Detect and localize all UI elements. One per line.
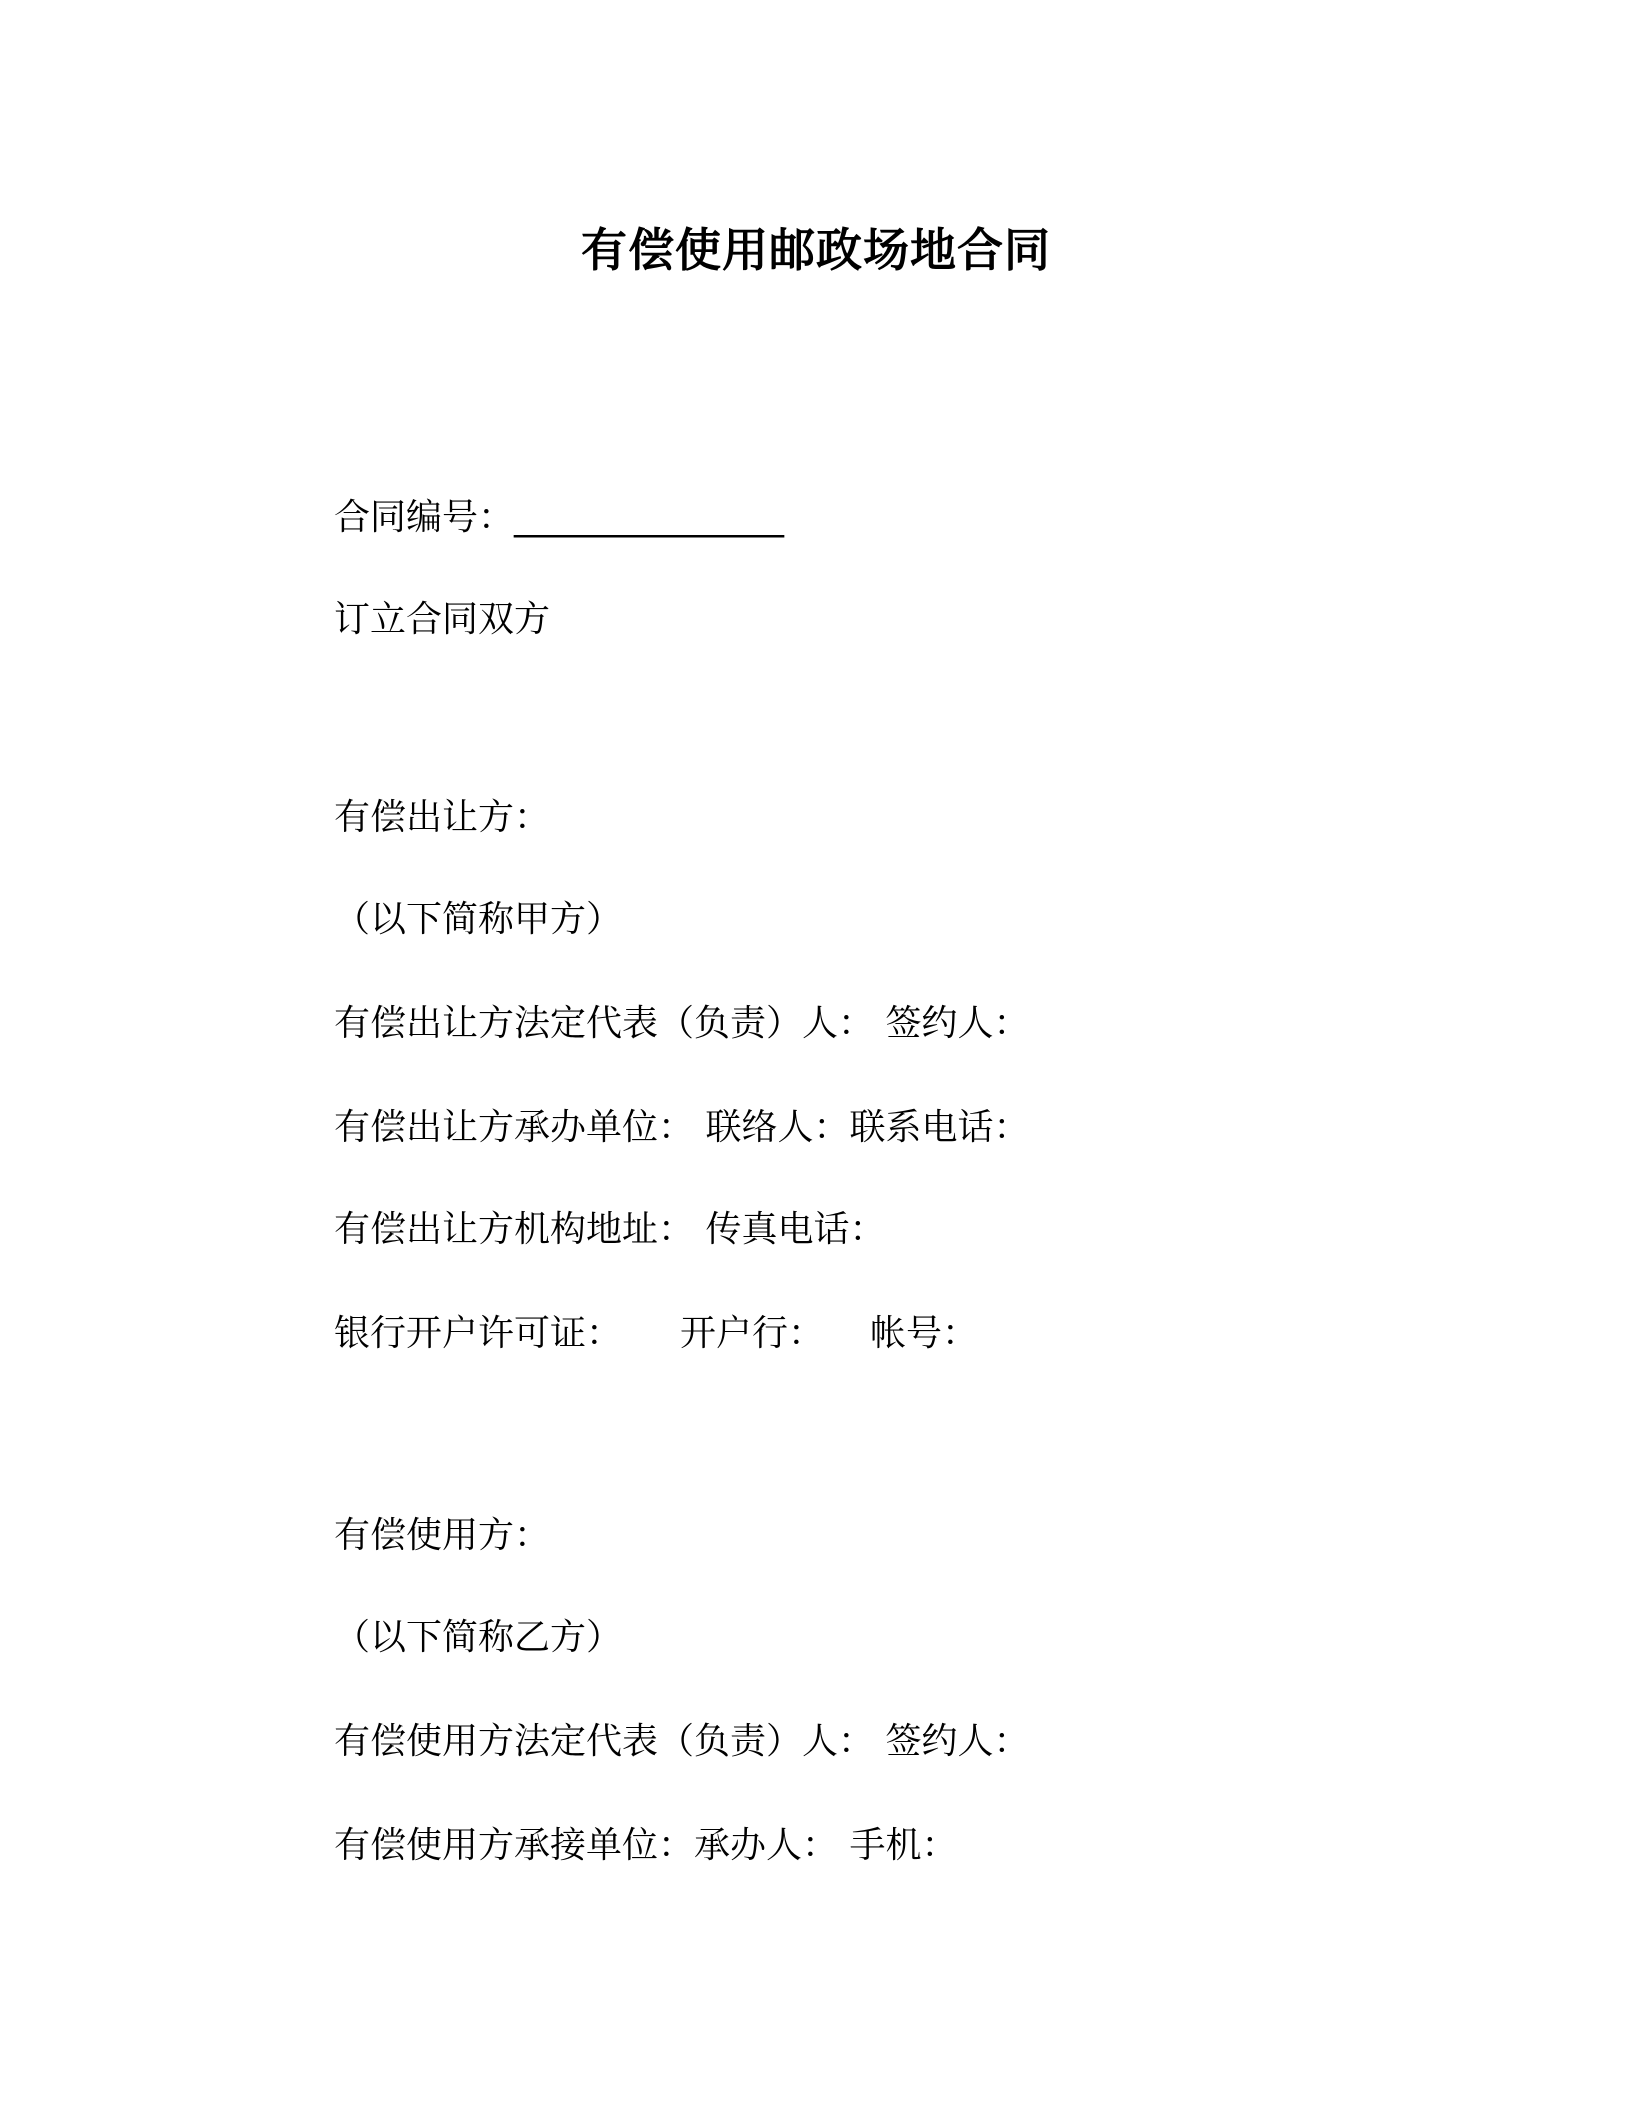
party-a-name-label: 有偿出让方：: [334, 797, 551, 838]
party-b-unit-line: 有偿使用方承接单位：承办人： 手机：: [334, 1825, 958, 1866]
account-label: 帐号：: [870, 1313, 979, 1354]
bank-license-label: 银行开户许可证：: [334, 1313, 623, 1354]
contract-number-label: 合同编号：: [334, 497, 515, 538]
party-a-unit-line: 有偿出让方承办单位： 联络人：联系电话：: [334, 1107, 1030, 1148]
contract-number-blank: _______________: [514, 497, 785, 538]
bank-name-label: 开户行：: [680, 1313, 825, 1354]
party-a-legal-rep-line: 有偿出让方法定代表（负责）人： 签约人：: [334, 1003, 1030, 1044]
contract-number-line: [334, 496, 784, 540]
party-b-legal-rep-line: 有偿使用方法定代表（负责）人： 签约人：: [334, 1721, 1030, 1762]
party-a-alias: （以下简称甲方）: [334, 899, 623, 940]
parties-heading: 订立合同双方: [334, 599, 551, 640]
party-b-name-label: 有偿使用方：: [334, 1515, 551, 1556]
party-b-alias: （以下简称乙方）: [334, 1617, 623, 1658]
party-a-address-line: 有偿出让方机构地址： 传真电话：: [334, 1209, 886, 1250]
document-title: 有偿使用邮政场地合同: [581, 223, 1051, 277]
party-a-bank-line: [334, 1312, 978, 1356]
